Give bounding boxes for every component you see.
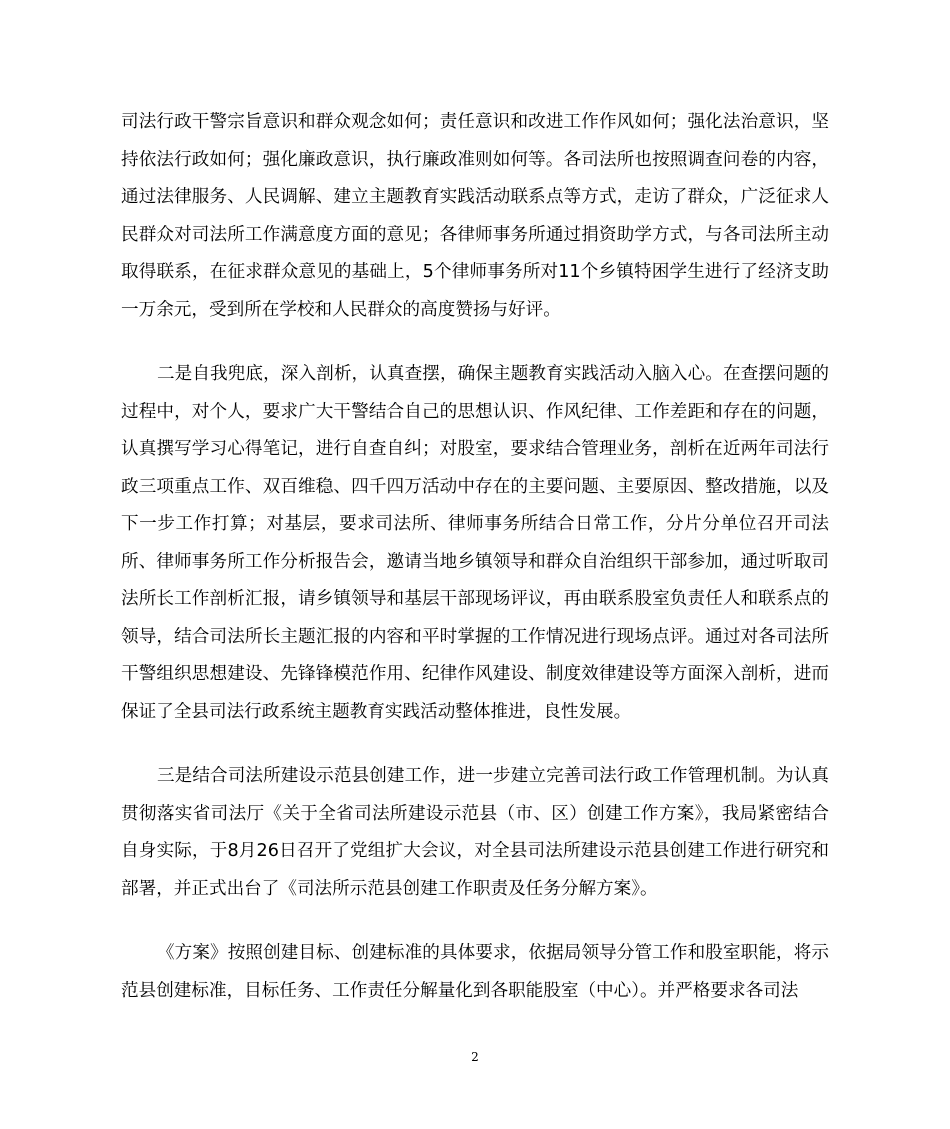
paragraph-1: 司法行政干警宗旨意识和群众观念如何；责任意识和改进工作作风如何；强化法治意识，坚持依法行政如何；强化廉政意识，执行廉政准则如何等。各司法所也按照调查问卷的内容，通过法律服务、人民调解、建立主题教育实践活动联系点等方式，走访了群众，广泛征求人民群众对司法所工作满意度方面的意见；各律师事务所通过捐资助学方式，与各司法所主动取得联系，在征求群众意见的基础上，5个律师事务所对11个乡镇特困学生进行了经济支助一万余元，受到所在学校和人民群众的高度赞扬与好评。 — [121, 112, 829, 320]
page-number: 2 — [471, 1050, 479, 1064]
paragraph-2: 二是自我兜底，深入剖析，认真查摆，确保主题教育实践活动入脑入心。在查摆问题的过程中，对个人，要求广大干警结合自己的思想认识、作风纪律、工作差距和存在的问题，认真撰写学习心得笔记，进行自查自纠；对股室，要求结合管理业务，剖析在近两年司法行政三项重点工作、双百维稳、四千四万活动中存在的主要问题、主要原因、整改措施，以及下一步工作打算；对基层，要求司法所、律师事务所结合日常工作，分片分单位召开司法所、律师事务所工作分析报告会，邀请当地乡镇领导和群众自治组织干部参加，通过听取司法所长工作剖析汇报，请乡镇领导和基层干部现场评议，再由联系股室负责任人和联系点的领导，结合司法所长主题汇报的内容和平时掌握的工作情况进行现场点评。通过对各司法所干警组织思想建设、先锋锋模范作用、纪律作风建设、制度效律建设等方面深入剖析，进而保证了全县司法行政系统主题教育实践活动整体推进，良性发展。 — [121, 364, 829, 722]
paragraph-4: 《方案》按照创建目标、创建标准的具体要求，依据局领导分管工作和股室职能，将示范县创建标准，目标任务、工作责任分解量化到各职能股室（中心）。并严格要求各司法 — [121, 943, 829, 1001]
paragraph-3: 三是结合司法所建设示范县创建工作，进一步建立完善司法行政工作管理机制。为认真贯彻落实省司法厅《关于全省司法所建设示范县（市、区）创建工作方案》，我局紧密结合自身实际，于8月26日召开了党组扩大会议，对全县司法所建设示范县创建工作进行研究和部署，并正式出台了《司法所示范县创建工作职责及任务分解方案》。 — [121, 766, 829, 899]
document-body — [121, 104, 829, 1010]
